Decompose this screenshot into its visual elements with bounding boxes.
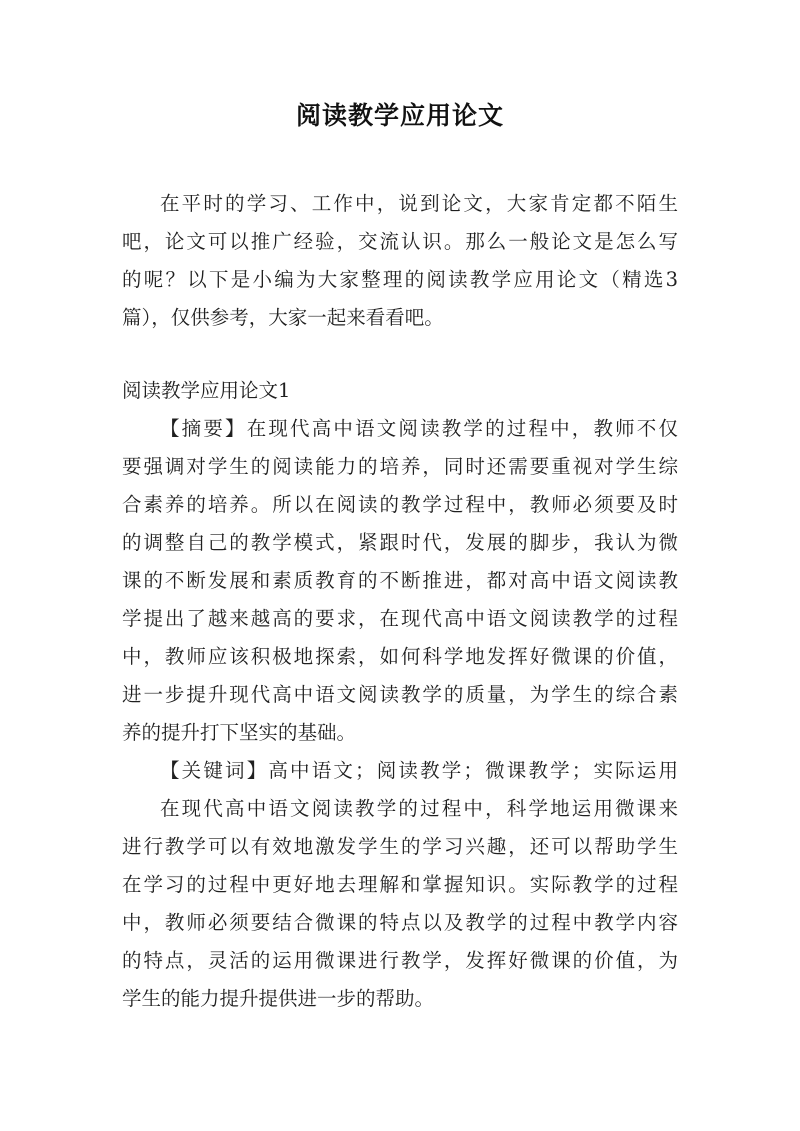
intro-line-4: 篇），仅供参考，大家一起来看看吧。 <box>122 306 444 329</box>
body-line-4: 中，教师必须要结合微课的特点以及教学的过程中教学内容 <box>122 911 678 934</box>
abstract-line-1: 【摘要】在现代高中语文阅读教学的过程中，教师不仅 <box>160 417 678 440</box>
page-title: 阅读教学应用论文 <box>295 101 504 130</box>
intro-line-1: 在平时的学习、工作中，说到论文，大家肯定都不陌生 <box>160 192 678 215</box>
keywords-line: 【关键词】高中语文；阅读教学；微课教学；实际运用 <box>160 759 678 782</box>
intro-line-3: 的呢？以下是小编为大家整理的阅读教学应用论文（精选3 <box>122 268 678 291</box>
abstract-line-8: 进一步提升现代高中语文阅读教学的质量，为学生的综合素 <box>122 683 678 706</box>
body-line-6: 学生的能力提升提供进一步的帮助。 <box>122 987 435 1010</box>
abstract-line-4: 的调整自己的教学模式，紧跟时代，发展的脚步，我认为微 <box>122 531 678 554</box>
abstract-line-7: 中，教师应该积极地探索，如何科学地发挥好微课的价值， <box>122 645 678 668</box>
body-line-5: 的特点，灵活的运用微课进行教学，发挥好微课的价值，为 <box>122 949 678 972</box>
abstract-line-3: 合素养的培养。所以在阅读的教学过程中，教师必须要及时 <box>122 493 678 516</box>
body-line-1: 在现代高中语文阅读教学的过程中，科学地运用微课来 <box>160 797 678 820</box>
body-line-2: 进行教学可以有效地激发学生的学习兴趣，还可以帮助学生 <box>122 835 678 858</box>
abstract-line-6: 学提出了越来越高的要求，在现代高中语文阅读教学的过程 <box>122 607 678 630</box>
intro-line-2: 吧，论文可以推广经验，交流认识。那么一般论文是怎么写 <box>122 230 678 253</box>
abstract-line-2: 要强调对学生的阅读能力的培养，同时还需要重视对学生综 <box>122 455 678 478</box>
abstract-line-9: 养的提升打下坚实的基础。 <box>122 721 357 744</box>
section-heading: 阅读教学应用论文1 <box>122 379 291 402</box>
abstract-line-5: 课的不断发展和素质教育的不断推进，都对高中语文阅读教 <box>122 569 678 592</box>
body-line-3: 在学习的过程中更好地去理解和掌握知识。实际教学的过程 <box>122 873 678 896</box>
